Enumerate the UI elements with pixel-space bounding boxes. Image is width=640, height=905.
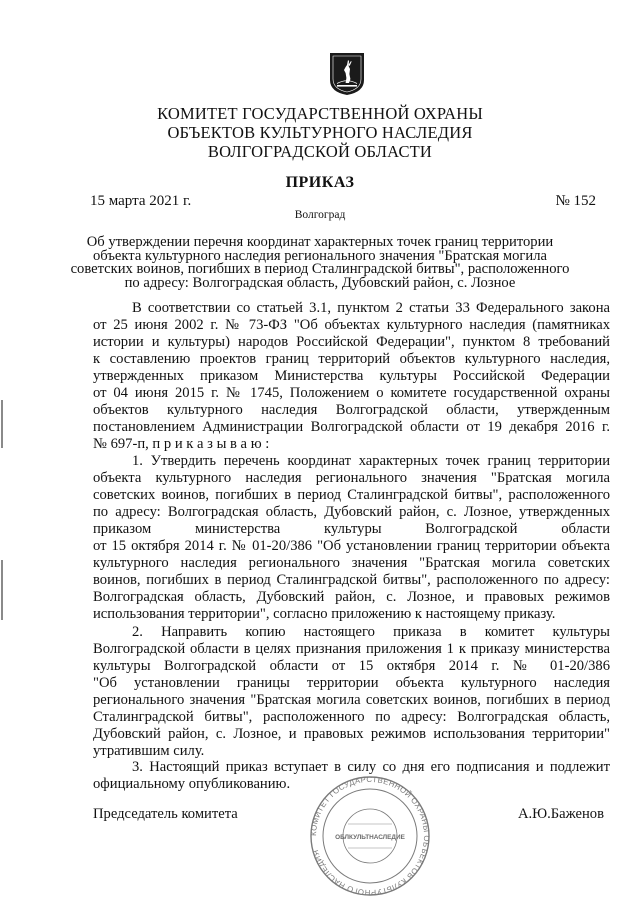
paragraph-line: № 697-п, п р и к а з ы в а ю :	[93, 436, 270, 452]
committee-name-line: ОБЪЕКТОВ КУЛЬТУРНОГО НАСЛЕДИЯ	[167, 123, 473, 142]
paragraph-line: от 25 июня 2002 г. № 73-ФЗ "Об объектах культурного наследия (памятниках	[93, 317, 610, 333]
committee-header	[0, 104, 640, 161]
paragraph-line: культуры Волгоградской области от 15 октября 2014 г. № 01-20/386	[93, 658, 610, 674]
subject-line: советских воинов, погибших в период Сталинградской битвы", расположенного	[70, 261, 570, 277]
subject-line: по адресу: Волгоградская область, Дубовский район, с. Лозное	[124, 274, 516, 291]
paragraph-line: воинов, погибших в период Сталинградской битвы", расположенного по адресу:	[93, 572, 610, 588]
order-item-1	[93, 453, 610, 623]
order-number: № 152	[555, 193, 596, 209]
paragraph-line: Дубовский район, с. Лозное, и правовых режимов использования территории"	[93, 726, 610, 742]
order-city: Волгоград	[294, 209, 346, 221]
paragraph-line: постановлением Администрации Волгоградской области от 19 декабря 2016 г.	[93, 419, 610, 435]
signer-position: Председатель комитета	[93, 806, 238, 822]
signer-name: А.Ю.Баженов	[517, 806, 604, 822]
committee-name-line: ВОЛГОГРАДСКОЙ ОБЛАСТИ	[207, 142, 433, 161]
paragraph-line: 2. Направить копию настоящего приказа в комитет культуры	[132, 624, 610, 640]
paragraph-line: официальному опубликованию.	[93, 776, 291, 792]
paragraph-line: утвержденных приказом Министерства культуры Российской Федерации	[93, 368, 610, 384]
paragraph-line: к составлению проектов границ территорий объектов культурного наследия,	[93, 351, 610, 367]
document-title: ПРИКАЗ	[285, 174, 355, 191]
seal-outer-text: КОМИТЕТ ГОСУДАРСТВЕННОЙ ОХРАНЫ ОБЪЕКТОВ КУЛЬТУРНОГО НАСЛЕДИЯ	[308, 775, 432, 897]
paragraph-line: В соответствии со статьей 3.1, пунктом 2 статьи 33 Федерального закона	[132, 300, 610, 316]
paragraph-line: использования территории", согласно приложению к настоящему приказу.	[93, 606, 556, 622]
paragraph-line: 3. Настоящий приказ вступает в силу со дня его подписания и подлежит	[132, 759, 610, 775]
paragraph-line: Волгоградская область, Дубовский район, с. Лозное, и правовых режимов	[93, 589, 610, 605]
volgograd-coat-of-arms-icon	[329, 52, 365, 96]
order-item-2	[93, 624, 610, 760]
paragraph-line: по адресу: Волгоградская область, Дубовский район, с. Лозное, утвержденных	[93, 504, 610, 520]
paragraph-line: от 04 июня 2015 г. № 1745, Положением о комитете государственной охраны	[93, 385, 610, 401]
paragraph-line: объекта культурного наследия регионального значения "Братская могила	[93, 470, 610, 486]
paragraph-line: объектов культурного наследия Волгоградской области, утвержденным	[93, 402, 610, 418]
scan-edge-mark	[1, 560, 3, 620]
paragraph-line: Сталинградской битвы", расположенного по адресу: Волгоградская область,	[93, 709, 610, 725]
paragraph-line: советских воинов, погибших в период Сталинградской битвы", расположенного	[93, 487, 610, 503]
scan-edge-mark	[1, 400, 3, 448]
subject-line: объекта культурного наследия регионального значения "Братская могила	[93, 247, 547, 264]
paragraph-line: регионального значения "Братская могила советских воинов, погибших в период	[93, 692, 610, 708]
subject-line: Об утверждении перечня координат характерных точек границ территории	[86, 234, 554, 250]
paragraph-line: истории и культуры) народов Российской Федерации", пунктом 8 требований	[93, 334, 610, 350]
paragraph-line: Волгоградской области в целях признания приложения 1 к приказу министерства	[93, 641, 610, 657]
order-date: 15 марта 2021 г.	[90, 193, 192, 209]
seal-center-text: ОБЛКУЛЬТНАСЛЕДИЕ	[335, 834, 405, 841]
paragraph-line: утратившим силу.	[93, 743, 205, 759]
order-subject	[0, 236, 640, 290]
official-seal-stamp	[304, 775, 436, 897]
preamble-paragraph	[93, 300, 610, 453]
paragraph-line: приказом министерства культуры Волгоградской области	[93, 521, 610, 537]
paragraph-line: "Об установлении границы территории объекта культурного наследия	[93, 675, 610, 691]
paragraph-line: от 15 октября 2014 г. № 01-20/386 "Об установлении границ территории объекта	[93, 538, 610, 554]
paragraph-line: культурного наследия регионального значения "Братская могила советских	[93, 555, 610, 571]
committee-name-line: КОМИТЕТ ГОСУДАРСТВЕННОЙ ОХРАНЫ	[157, 104, 483, 123]
paragraph-line: 1. Утвердить перечень координат характерных точек границ территории	[132, 453, 610, 469]
